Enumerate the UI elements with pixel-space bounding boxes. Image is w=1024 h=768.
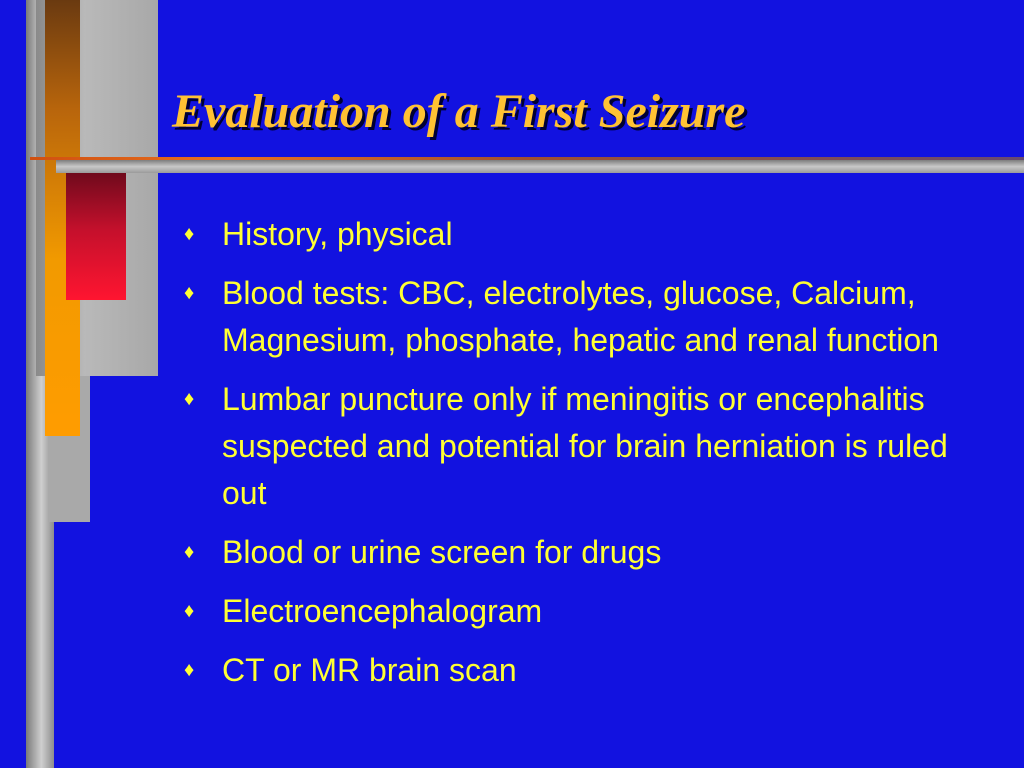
diamond-bullet-icon: ♦ — [184, 659, 195, 681]
bullet-text: CT or MR brain scan — [222, 652, 517, 688]
diamond-bullet-icon: ♦ — [184, 223, 195, 245]
bullet-text: Blood or urine screen for drugs — [222, 534, 662, 570]
diamond-bullet-icon: ♦ — [184, 600, 195, 622]
bullet-text: Electroencephalogram — [222, 593, 543, 629]
list-item — [180, 647, 980, 694]
diamond-bullet-icon: ♦ — [184, 388, 195, 410]
bullet-list — [180, 211, 980, 706]
list-item — [180, 211, 980, 258]
bullet-text: History, physical — [222, 216, 453, 252]
diamond-bullet-icon: ♦ — [184, 541, 195, 563]
title-gray-rule — [56, 160, 1024, 173]
bullet-text: Lumbar puncture only if meningitis or encephalitis suspected and potential for brain herniation is ruled out — [222, 381, 948, 511]
diamond-bullet-icon: ♦ — [184, 282, 195, 304]
list-item — [180, 270, 980, 364]
list-item — [180, 376, 980, 517]
decorative-red-block — [66, 172, 126, 300]
list-item — [180, 529, 980, 576]
bullet-text: Blood tests: CBC, electrolytes, glucose, Calcium, Magnesium, phosphate, hepatic and renal function — [222, 275, 939, 358]
slide-title: Evaluation of a First Seizure — [172, 85, 746, 138]
list-item — [180, 588, 980, 635]
